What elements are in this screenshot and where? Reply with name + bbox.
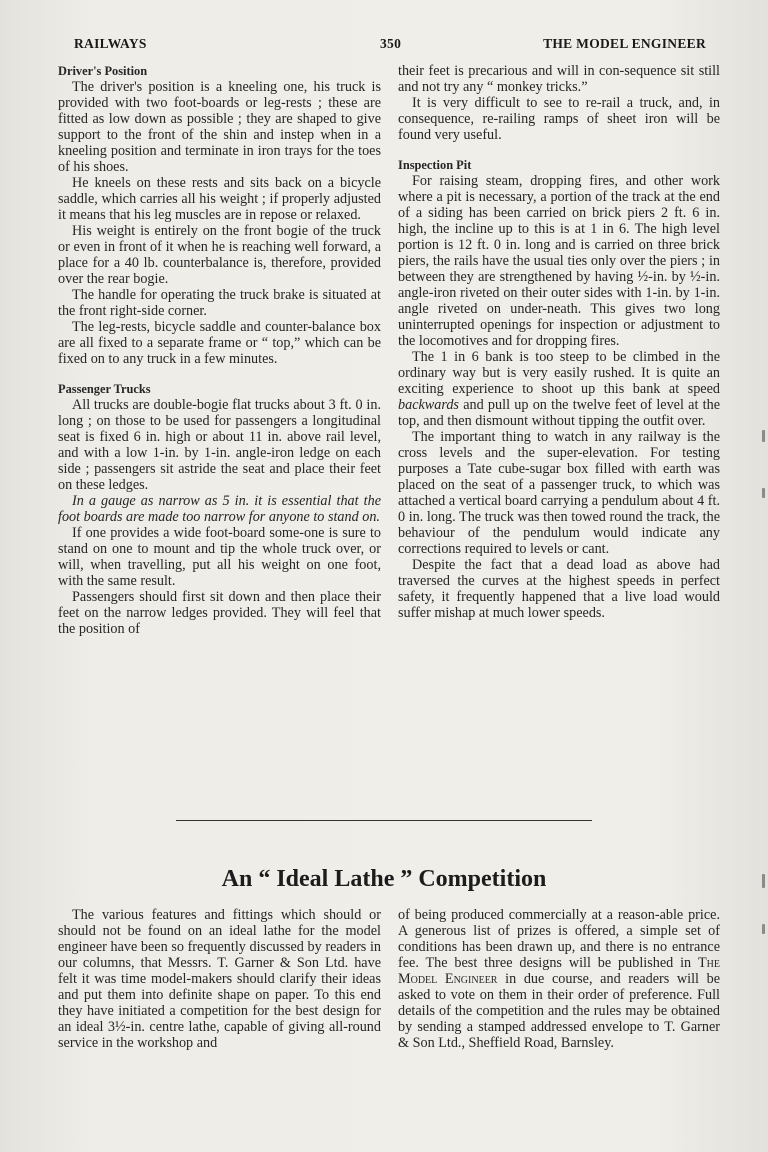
running-header: [74, 36, 706, 54]
paragraph: His weight is entirely on the front bogie of the truck or even in front of it when he is reaching well forward, a place for a 40 lb. counterbalance is, therefore, provided over the rear bogie.: [58, 223, 381, 287]
spacer: [398, 143, 720, 157]
competition-right-column: [398, 907, 720, 1051]
italic-text: In a gauge as narrow as 5 in. it is essential that the foot boards are made too narrow for anyone to stand on.: [58, 493, 381, 525]
inspection-pit-heading: Inspection Pit: [398, 158, 472, 172]
paragraph: It is very difficult to see to re-rail a truck, and, in consequence, re-railing ramps of sheet iron will be found very useful.: [398, 95, 720, 143]
paragraph: He kneels on these rests and sits back on a bicycle saddle, which carries all his weight ; if properly adjusted it means that his leg muscles are in repose or relaxed.: [58, 175, 381, 223]
paragraph: [398, 907, 720, 1051]
scan-edge-mark: [762, 430, 765, 442]
text-run: The 1 in 6 bank is too steep to be climbed in the ordinary way but is very easily rushed. It is quite an exciting experience to shoot up this bank at speed: [398, 349, 720, 397]
paragraph: All trucks are double-bogie flat trucks about 3 ft. 0 in. long ; on those to be used for passengers a longitudinal seat is fixed 6 in. high or about 11 in. above rail level, and with a low 1-in. by 1-in. angle-iron ledge on each side ; passengers sit astride the seat and place their feet on these ledges.: [58, 397, 381, 493]
paragraph: their feet is precarious and will in con-sequence sit still and not try any “ monkey tricks.”: [398, 63, 720, 95]
scan-edge-mark: [762, 874, 765, 888]
italic-paragraph: [58, 493, 381, 525]
paragraph: Passengers should first sit down and then place their feet on the narrow ledges provided. They will feel that the position of: [58, 589, 381, 637]
paragraph: The leg-rests, bicycle saddle and counter-balance box are all fixed to a separate frame or “ top,” which can be fixed on to any truck in a few minutes.: [58, 319, 381, 367]
right-column: [398, 63, 720, 621]
left-column: [58, 63, 381, 637]
drivers-position-heading: Driver's Position: [58, 64, 148, 78]
paragraph: Despite the fact that a dead load as above had traversed the curves at the highest speeds in perfect safety, it frequently happened that a live load would suffer mishap at much lower speeds.: [398, 557, 720, 621]
paragraph: The important thing to watch in any railway is the cross levels and the super-elevation. For testing purposes a Tate cube-sugar box filled with earth was placed on the seat of a passenger truck, to which was attached a vertical board carrying a pendulum about 4 ft. 0 in. long. The truck was then towed round the track, the behaviour of the pendulum would indicate any corrections required to levels or cant.: [398, 429, 720, 557]
text-run: in due course, and readers will be asked to vote on them in their order of preference. Full details of the competition and the rules may be obtained by sending a stamped addressed envelope to T. Garner & Son Ltd., Sheffield Road, Barnsley.: [398, 971, 721, 1051]
magazine-name-smallcaps: The Model Engineer: [398, 955, 721, 987]
italic-text: backwards: [398, 397, 459, 413]
competition-left-column: [58, 907, 381, 1051]
section-name: RAILWAYS: [74, 36, 147, 51]
paragraph: [398, 349, 720, 429]
text-run: and pull up on the twelve feet of level at the top, and then dismount without tipping the outfit over.: [398, 397, 720, 429]
paragraph: The handle for operating the truck brake is situated at the front right-side corner.: [58, 287, 381, 319]
paragraph: The driver's position is a kneeling one, his truck is provided with two foot-boards or leg-rests ; these are fitted as low down as possible ; they are shaped to give support to the front of the shin and instep when in a kneeling position and terminate in iron trays for the toes of his shoes.: [58, 79, 381, 175]
paragraph: For raising steam, dropping fires, and other work where a pit is necessary, a portion of the track at the end of a siding has been carried on brick piers 2 ft. 6 in. high, the incline up to this is at 1 in 6. The high level portion is 12 ft. 0 in. long and is carried on three brick piers, the rails have the usual ties only over the piers ; in between they are strengthened by having ½-in. by ½-in. angle-iron riveted on their outer sides with 1-in. by 1-in. angle riveted on under-neath. This gives two long uninterrupted openings for inspection or adjustment to the locomotives and for dropping fires.: [398, 173, 720, 349]
page-number: 350: [380, 36, 402, 51]
scan-edge-mark: [762, 924, 765, 934]
competition-title: An “ Ideal Lathe ” Competition: [221, 866, 547, 892]
spacer: [58, 367, 381, 381]
passenger-trucks-heading: Passenger Trucks: [58, 382, 151, 396]
paragraph: If one provides a wide foot-board some-one is sure to stand on one to mount and tip the whole truck over, or will, when travelling, put all his weight on one foot, with the same result.: [58, 525, 381, 589]
magazine-title: THE MODEL ENGINEER: [543, 36, 706, 51]
paragraph: The various features and fittings which should or should not be found on an ideal lathe for the model engineer have been so frequently discussed by readers in our columns, that Messrs. T. Garner & Son Ltd. have felt it was time model-makers should clarify their ideas and put them into definite shape on paper. To this end they have initiated a competition for the best design for an ideal 3½-in. centre lathe, capable of giving all-round service in the workshop and: [58, 907, 381, 1051]
text-run: of being produced commercially at a reason-able price. A generous list of prizes is offered, a simple set of conditions has been drawn up, and there is no entrance fee. The best three designs will be published in: [398, 907, 720, 971]
scan-edge-mark: [762, 488, 765, 498]
section-divider: [176, 820, 592, 821]
